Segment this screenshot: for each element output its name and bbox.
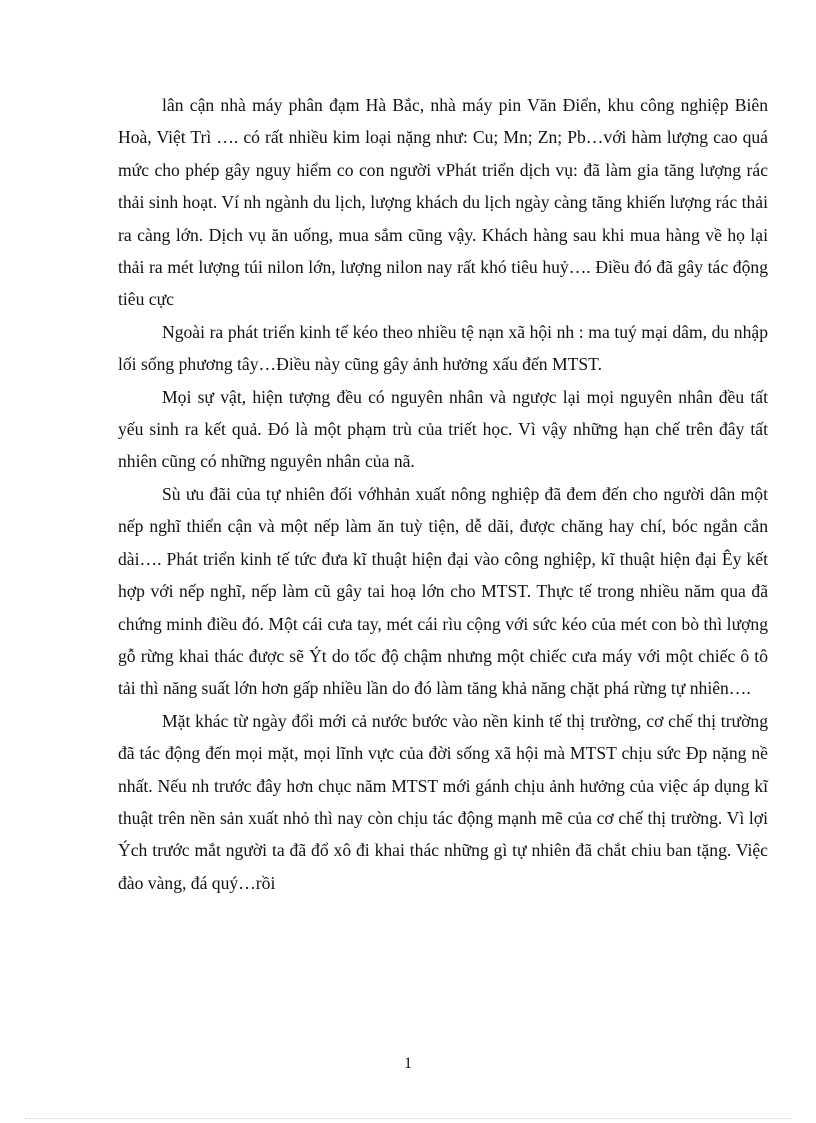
paragraph-1: lân cận nhà máy phân đạm Hà Bắc, nhà máy pin Văn Điển, khu công nghiệp Biên Hoà, Việt Trì …. có rất nhiều kim loại nặng như: Cu; Mn; Zn; Pb…với hàm lượng cao quá mức cho phép gây nguy hiểm co con người vPhát triển dịch vụ: đã làm gia tăng lượng rác thải sinh hoạt. Ví nh ngành du lịch, lượng khách du lịch ngày càng tăng khiến lượng rác thải ra càng lớn. Dịch vụ ăn uống, mua sắm cũng vậy. Khách hàng sau khi mua hàng về họ lại thải ra mét lượng túi nilon lớn, lượng nilon nay rất khó tiêu huỷ…. Điều đó đã gây tác động tiêu cực (118, 95, 768, 310)
paragraph-3: Mọi sự vật, hiện tượng đều có nguyên nhân và ngược lại mọi nguyên nhân đều tất yếu sinh ra kết quả. Đó là một phạm trù của triết học. Vì vậy những hạn chế trên đây tất nhiên cũng có những nguyên nhân của nã. (118, 386, 768, 472)
paragraph-4: Sù ưu đãi của tự nhiên đối vớhhản xuất nông nghiệp đã đem đến cho người dân một nếp nghĩ thiển cận và một nếp làm ăn tuỳ tiện, dễ dãi, được chăng hay chí, bóc ngắn cắn dài…. Phát triển kinh tế tức đưa kĩ thuật hiện đại vào công nghiệp, kĩ thuật hiện đại Êy kết hợp với nếp nghĩ, nếp làm cũ gây tai hoạ lớn cho MTST. Thực tế trong nhiều năm qua đã chứng minh điều đó. Một cái cưa tay, mét cái rìu cộng với sức kéo của mét con bò thì lượng gỗ rừng khai thác được sẽ Ýt do tốc độ chậm nhưng một chiếc cưa máy với một chiếc ô tô tải thì năng suất lớn hơn gấp nhiều lần do đó làm tăng khả năng chặt phá rừng tự nhiên…. (118, 483, 768, 699)
page-number: 1 (404, 1055, 412, 1072)
page-bottom-edge (25, 1118, 791, 1119)
body-text (118, 89, 768, 899)
paragraph-2: Ngoài ra phát triển kinh tế kéo theo nhiều tệ nạn xã hội nh : ma tuý mại dâm, du nhập lối sống phương tây…Điều này cũng gây ảnh hưởng xấu đến MTST. (118, 321, 768, 375)
paragraph-5: Mặt khác từ ngày đổi mới cả nước bước vào nền kinh tế thị trường, cơ chế thị trường đã tác động đến mọi mặt, mọi lĩnh vực của đời sống xã hội mà MTST chịu sức Ðp nặng nề nhất. Nếu nh trước đây hơn chục năm MTST mới gánh chịu ảnh hưởng của việc áp dụng kĩ thuật trên nền sản xuất nhỏ thì nay còn chịu tác động mạnh mẽ của cơ chế thị trường. Vì lợi Ých trước mắt người ta đã đổ xô đi khai thác những gì tự nhiên đã chắt chiu ban tặng. Việc đào vàng, đá quý…rồi (118, 710, 768, 893)
